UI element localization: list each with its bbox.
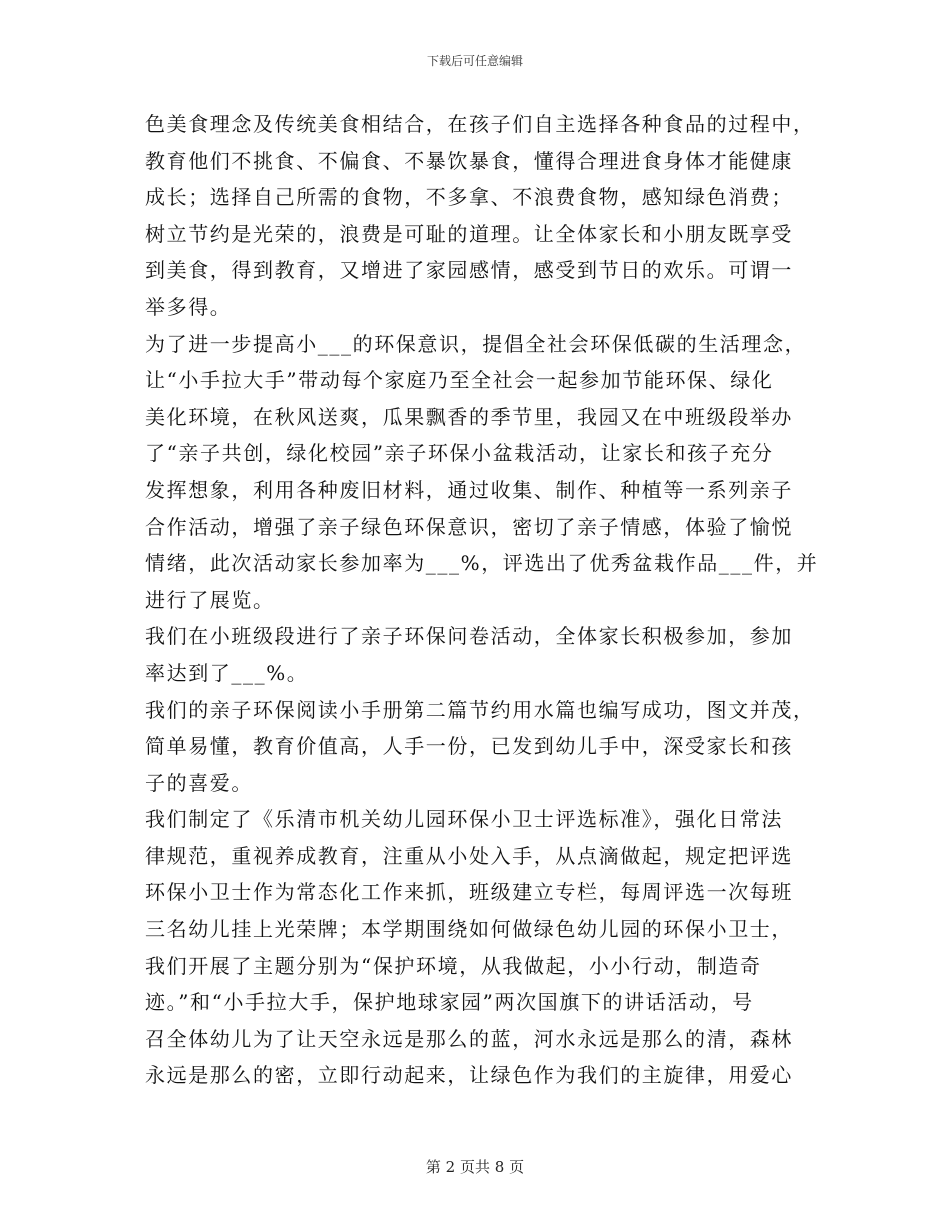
- body-line: 发挥想象，利用各种废旧材料，通过收集、制作、种植等一系列亲子: [145, 477, 793, 502]
- body-line: 迹。”和“小手拉大手，保护地球家园”两次国旗下的讲话活动，号: [145, 990, 754, 1015]
- body-line: 色美食理念及传统美食相结合，在孩子们自主选择各种食品的过程中，: [145, 112, 815, 136]
- document-body: [145, 106, 819, 1094]
- body-line: 为了进一步提高小___的环保意识，提倡全社会环保低碳的生活理念，: [145, 331, 807, 356]
- page-header: 下载后可任意编辑: [426, 54, 523, 68]
- body-line: 教育他们不挑食、不偏食、不暴饮暴食，懂得合理进食身体才能健康: [145, 148, 793, 173]
- body-line: 情绪，此次活动家长参加率为___%，评选出了优秀盆栽作品___件，并: [145, 551, 819, 576]
- body-line: 律规范，重视养成教育，注重从小处入手，从点滴做起，规定把评选: [145, 843, 793, 868]
- body-line: 让“小手拉大手”带动每个家庭乃至全社会一起参加节能环保、绿化: [145, 368, 774, 393]
- body-line: 美化环境，在秋风送爽，瓜果飘香的季节里，我园又在中班级段举办: [145, 404, 793, 429]
- body-line: 简单易懂，教育价值高，人手一份，已发到幼儿手中，深受家长和孩: [145, 734, 793, 759]
- body-line: 我们在小班级段进行了亲子环保问卷活动，全体家长积极参加，参加: [145, 624, 793, 649]
- body-line: 了“亲子共创，绿化校园”亲子环保小盆栽活动，让家长和孩子充分: [145, 441, 774, 466]
- body-line: 我们的亲子环保阅读小手册第二篇节约用水篇也编写成功，图文并茂，: [145, 697, 815, 722]
- body-line: 进行了展览。: [145, 587, 275, 612]
- body-line: 举多得。: [145, 294, 232, 319]
- body-line: 永远是那么的密，立即行动起来，让绿色作为我们的主旋律，用爱心: [145, 1063, 793, 1088]
- body-line: 树立节约是光荣的，浪费是可耻的道理。让全体家长和小朋友既享受: [145, 221, 793, 246]
- body-line: 子的喜爱。: [145, 770, 253, 795]
- page-footer: 第 2 页共 8 页: [425, 1158, 525, 1176]
- body-line: 我们开展了主题分别为“保护环境，从我做起，小小行动，制造奇: [145, 953, 762, 978]
- body-line: 召全体幼儿为了让天空永远是那么的蓝，河水永远是那么的清，森林: [145, 1026, 793, 1051]
- body-line: 我们制定了《乐清市机关幼儿园环保小卫士评选标准》，强化日常法: [145, 807, 783, 832]
- body-line: 到美食，得到教育，又增进了家园感情，感受到节日的欢乐。可谓一: [145, 258, 793, 283]
- body-line: 率达到了___%。: [145, 660, 309, 685]
- body-line: 环保小卫士作为常态化工作来抓，班级建立专栏，每周评选一次每班: [145, 880, 793, 905]
- body-line: 成长；选择自己所需的食物，不多拿、不浪费食物，感知绿色消费；: [145, 185, 793, 210]
- body-line: 合作活动，增强了亲子绿色环保意识，密切了亲子情感，体验了愉悦: [145, 514, 793, 539]
- body-line: 三名幼儿挂上光荣牌；本学期围绕如何做绿色幼儿园的环保小卫士，: [145, 917, 793, 942]
